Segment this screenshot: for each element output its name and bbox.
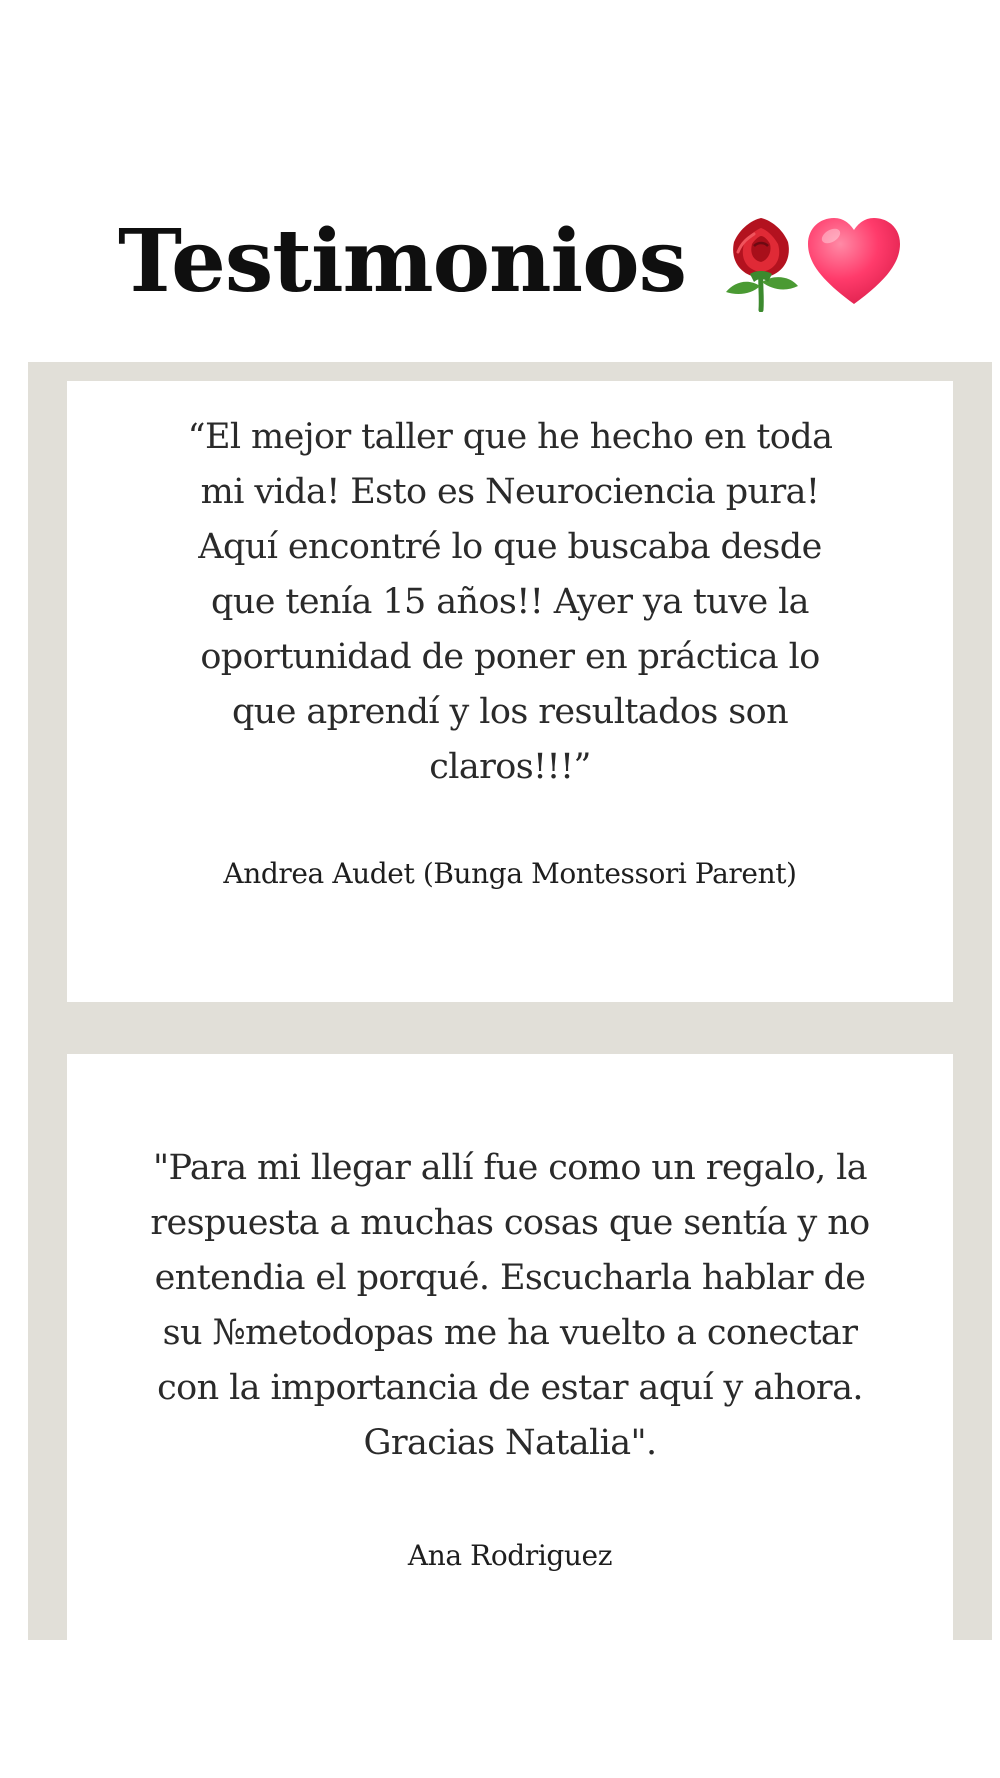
rose-icon bbox=[720, 212, 802, 312]
page-heading bbox=[118, 212, 904, 312]
heart-icon bbox=[804, 216, 904, 308]
page-title: Testimonios bbox=[118, 211, 686, 312]
heading-emojis bbox=[720, 212, 904, 312]
testimonial-card bbox=[67, 381, 953, 1002]
testimonial-author: Andrea Audet (Bunga Montessori Parent) bbox=[223, 857, 797, 890]
testimonial-author: Ana Rodriguez bbox=[407, 1539, 613, 1572]
testimonial-quote: "Para mi llegar allí fue como un regalo, la respuesta a muchas cosas que sentía y no entendia el porqué. Escucharla hablar de su №metodopas me ha vuelto a conectar con la importancia de estar aquí y ahora. Gracias Natalia". bbox=[150, 1148, 870, 1463]
testimonial-quote: “El mejor taller que he hecho en toda mi vida! Esto es Neurociencia pura! Aquí encontré lo que buscaba desde que tenía 15 años!! Ayer ya tuve la oportunidad de poner en práctica lo que aprendí y los resultados son claros!!!” bbox=[187, 417, 833, 787]
testimonial-card bbox=[67, 1054, 953, 1640]
